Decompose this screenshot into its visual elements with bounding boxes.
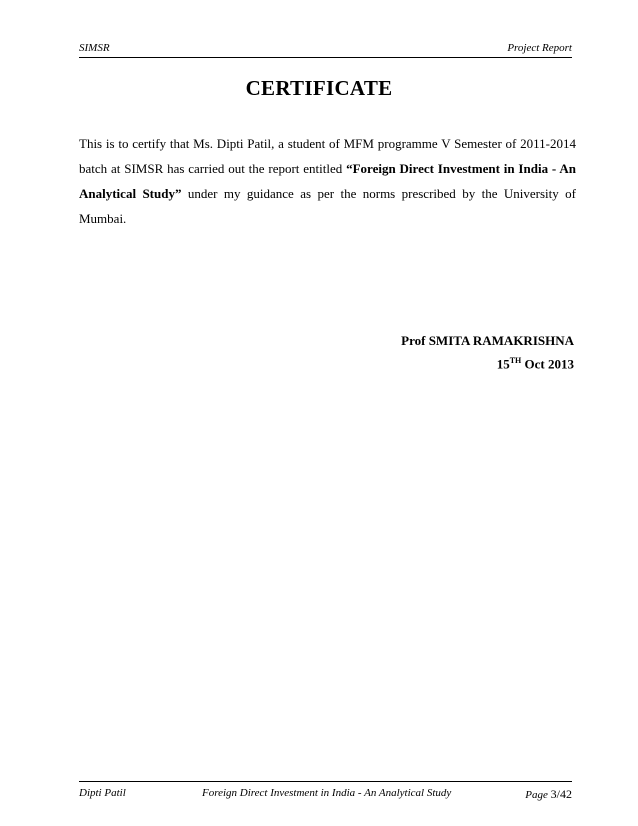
header-document-type: Project Report — [507, 42, 572, 54]
certificate-text-intro: This is to certify that Ms. Dipti Patil, a student of MFM programme V Semester of 2011-2014 batch at SIMSR has carried out the report entitled — [79, 136, 576, 176]
footer-report-title: Foreign Direct Investment in India - An Analytical Study — [202, 787, 452, 799]
report-title: “Foreign Direct Investment in India - An Analytical Study” — [79, 161, 576, 201]
certificate-text-closing: under my guidance as per the norms prescribed by the University of Mumbai. — [79, 186, 576, 226]
date-month-year: Oct 2013 — [521, 356, 574, 372]
page-title: CERTIFICATE — [245, 76, 393, 100]
footer-author: Dipti Patil — [79, 787, 126, 799]
header-institution: SIMSR — [79, 42, 110, 54]
header-divider — [79, 57, 572, 58]
footer-divider — [79, 781, 572, 782]
footer-page — [525, 787, 572, 802]
date-day: 15 — [496, 356, 510, 372]
certificate-body — [79, 131, 576, 231]
footer-page-number: 3/42 — [550, 787, 572, 801]
signatory-name: Prof SMITA RAMAKRISHNA — [401, 333, 574, 348]
footer-page-label: Page — [525, 789, 551, 801]
date-suffix: TH — [509, 356, 522, 365]
signature-date — [497, 356, 574, 372]
